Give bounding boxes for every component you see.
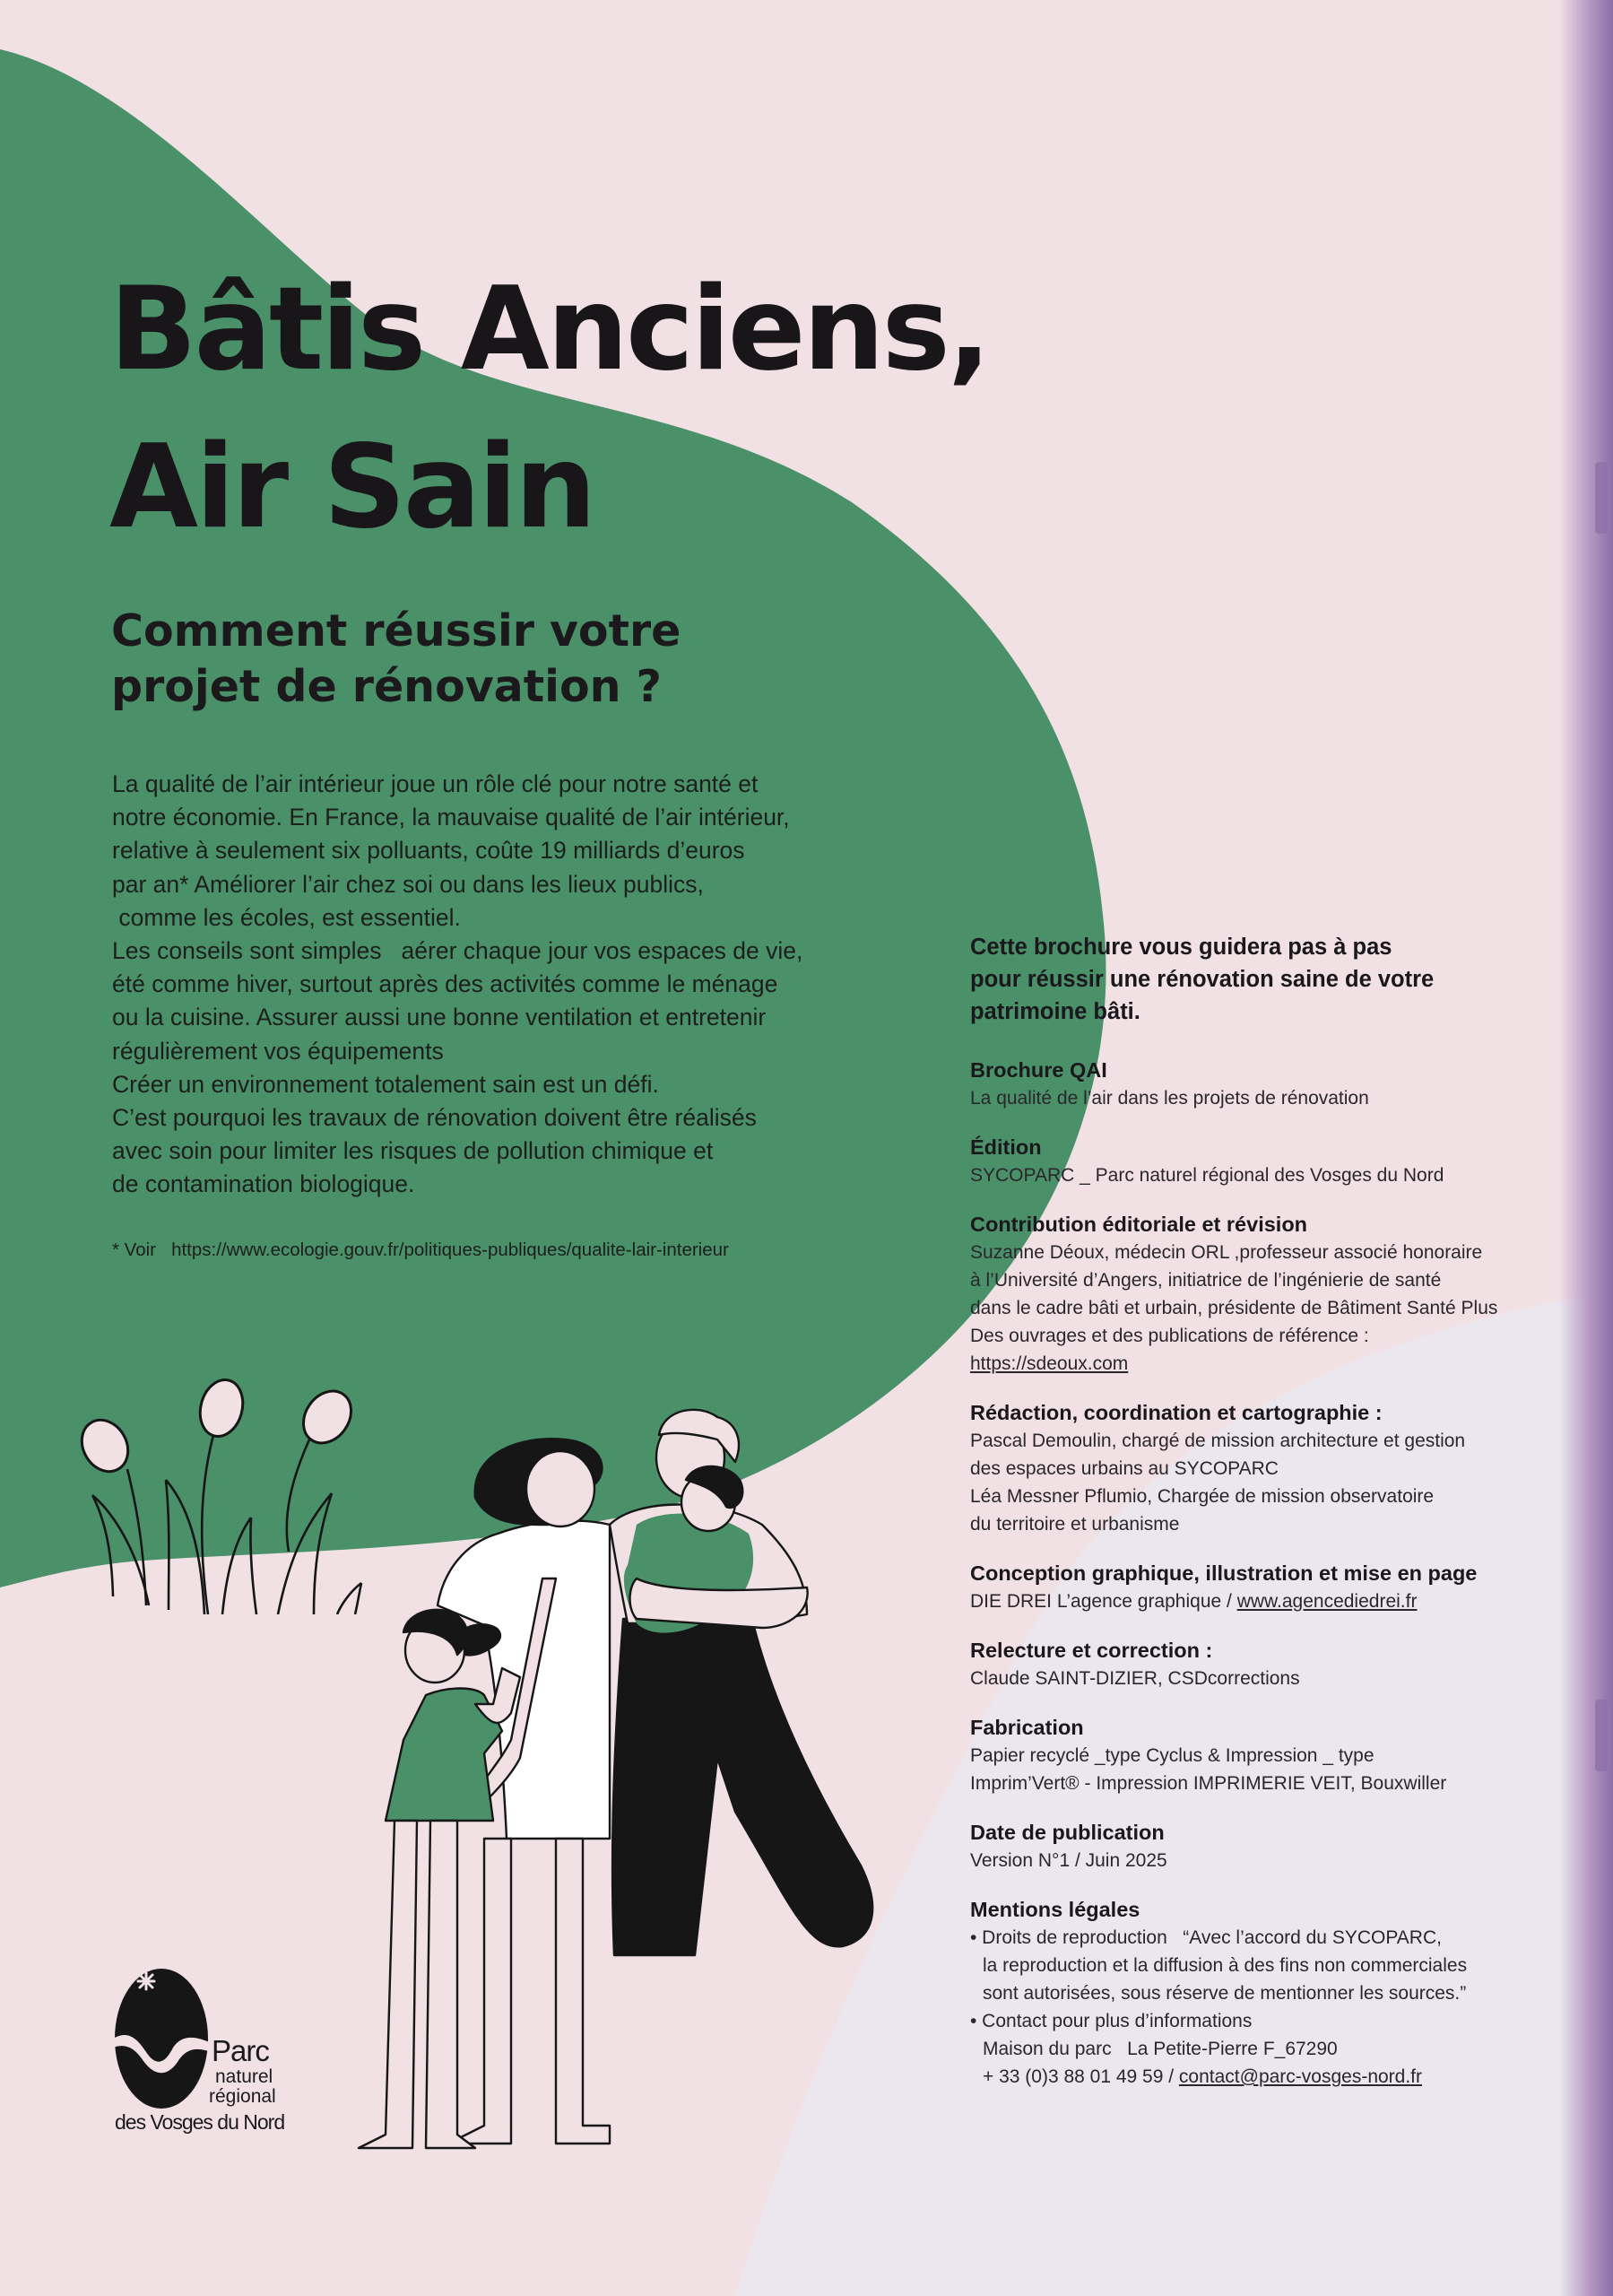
section-edition: [970, 1134, 1544, 1189]
section-text: dans le cadre bâti et urbain, présidente de Bâtiment Santé Plus: [970, 1298, 1498, 1318]
section-text: SYCOPARC _ Parc naturel régional des Vosges du Nord: [970, 1165, 1444, 1186]
logo-text-vosges: des Vosges du Nord: [115, 2110, 285, 2134]
intro-line: Créer un environnement totalement sain est un défi.: [112, 1070, 659, 1098]
section-heading: Contribution éditoriale et révision: [970, 1213, 1308, 1236]
section-heading: Relecture et correction :: [970, 1639, 1213, 1662]
lead-line: Cette brochure vous guidera pas à pas: [970, 935, 1392, 960]
family-illustration: [341, 1399, 924, 2161]
section-text: Imprim’Vert® - Impression IMPRIMERIE VEIT, Bouxwiller: [970, 1773, 1447, 1794]
intro-line: Les conseils sont simples aérer chaque jour vos espaces de vie,: [112, 937, 803, 965]
staple: [1595, 1700, 1608, 1771]
section-conception: [970, 1560, 1544, 1615]
section-mentions: [970, 1896, 1544, 2091]
sdeoux-link[interactable]: https://sdeoux.com: [970, 1353, 1129, 1374]
section-text: DIE DREI L’agence graphique /: [970, 1591, 1237, 1612]
intro-line: régulièrement vos équipements: [112, 1037, 444, 1065]
section-heading: Date de publication: [970, 1821, 1165, 1844]
intro-line: par an* Améliorer l’air chez soi ou dans les lieux publics,: [112, 870, 704, 898]
section-text: Suzanne Déoux, médecin ORL ,professeur associé honoraire: [970, 1242, 1483, 1263]
intro-line: comme les écoles, est essentiel.: [112, 903, 461, 931]
intro-line: ou la cuisine. Assurer aussi une bonne ventilation et entretenir: [112, 1004, 767, 1031]
lead-line: patrimoine bâti.: [970, 999, 1140, 1024]
intro-line: relative à seulement six polluants, coûte 19 milliards d’euros: [112, 837, 745, 865]
section-heading: Brochure QAI: [970, 1058, 1107, 1082]
section-text: La qualité de l’air dans les projets de rénovation: [970, 1088, 1369, 1109]
section-heading: Édition: [970, 1135, 1042, 1159]
cover-subtitle: [111, 604, 681, 715]
section-text: Pascal Demoulin, chargé de mission architecture et gestion: [970, 1431, 1466, 1451]
section-text: des espaces urbains au SYCOPARC: [970, 1458, 1279, 1479]
title-line-1: Bâtis Anciens,: [109, 263, 989, 396]
intro-line: C’est pourquoi les travaux de rénovation doivent être réalisés: [112, 1104, 757, 1132]
binding-spine: [1559, 0, 1613, 2296]
logo-text-regional: régional: [209, 2086, 276, 2107]
section-text: Papier recyclé _type Cyclus & Impression _ type: [970, 1745, 1375, 1766]
park-logo: [115, 1953, 294, 2160]
credits-column: [970, 931, 1544, 2112]
section-heading: Fabrication: [970, 1716, 1084, 1739]
section-date: [970, 1819, 1544, 1874]
section-relecture: [970, 1637, 1544, 1692]
agency-link[interactable]: www.agencediedrei.fr: [1236, 1591, 1418, 1612]
intro-line: notre économie. En France, la mauvaise qualité de l’air intérieur,: [112, 804, 790, 831]
section-redaction: [970, 1399, 1544, 1538]
intro-line: été comme hiver, surtout après des activités comme le ménage: [112, 970, 778, 998]
section-text: Des ouvrages et des publications de référence :: [970, 1326, 1369, 1346]
section-text: Claude SAINT-DIZIER, CSDcorrections: [970, 1668, 1300, 1689]
section-text: du territoire et urbanisme: [970, 1514, 1180, 1535]
section-heading: Conception graphique, illustration et mise en page: [970, 1561, 1478, 1585]
subtitle-line-2: projet de rénovation ?: [111, 661, 662, 712]
intro-line: La qualité de l’air intérieur joue un rôle clé pour notre santé et: [112, 770, 759, 797]
section-text: à l’Université d’Angers, initiatrice de l’ingénierie de santé: [970, 1270, 1442, 1291]
section-contribution: [970, 1211, 1544, 1378]
cover-title: [109, 251, 988, 567]
bullet-line: Maison du parc La Petite-Pierre F_67290: [983, 2039, 1338, 2059]
intro-line: de contamination biologique.: [112, 1170, 415, 1198]
phone-number: + 33 (0)3 88 01 49 59 /: [983, 2066, 1179, 2087]
intro-line: avec soin pour limiter les risques de pollution chimique et: [112, 1137, 714, 1165]
bullet-line: sont autorisées, sous réserve de mentionner les sources.”: [983, 1983, 1467, 2004]
brochure-lead: [970, 931, 1544, 1028]
logo-text-parc: Parc: [212, 2034, 269, 2067]
title-line-2: Air Sain: [109, 421, 594, 554]
section-brochure: [970, 1057, 1544, 1112]
footnote-source-link[interactable]: * Voir https://www.ecologie.gouv.fr/politiques-publiques/qualite-lair-interieur: [112, 1239, 729, 1260]
intro-paragraph: [112, 768, 865, 1202]
bullet-line: • Droits de reproduction “Avec l’accord du SYCOPARC,: [970, 1927, 1442, 1948]
lead-line: pour réussir une rénovation saine de votre: [970, 967, 1435, 992]
contact-email-link[interactable]: contact@parc-vosges-nord.fr: [1178, 2066, 1423, 2087]
section-text: Version N°1 / Juin 2025: [970, 1850, 1167, 1871]
bullet-line: • Contact pour plus d’informations: [970, 2011, 1253, 2031]
section-heading: Mentions légales: [970, 1898, 1140, 1921]
section-fabrication: [970, 1714, 1544, 1797]
section-text: Léa Messner Pflumio, Chargée de mission observatoire: [970, 1486, 1435, 1507]
subtitle-line-1: Comment réussir votre: [111, 605, 681, 657]
staple: [1595, 462, 1608, 534]
bullet-line: la reproduction et la diffusion à des fins non commerciales: [983, 1955, 1468, 1976]
section-heading: Rédaction, coordination et cartographie :: [970, 1401, 1383, 1424]
logo-text-naturel: naturel: [215, 2066, 273, 2087]
